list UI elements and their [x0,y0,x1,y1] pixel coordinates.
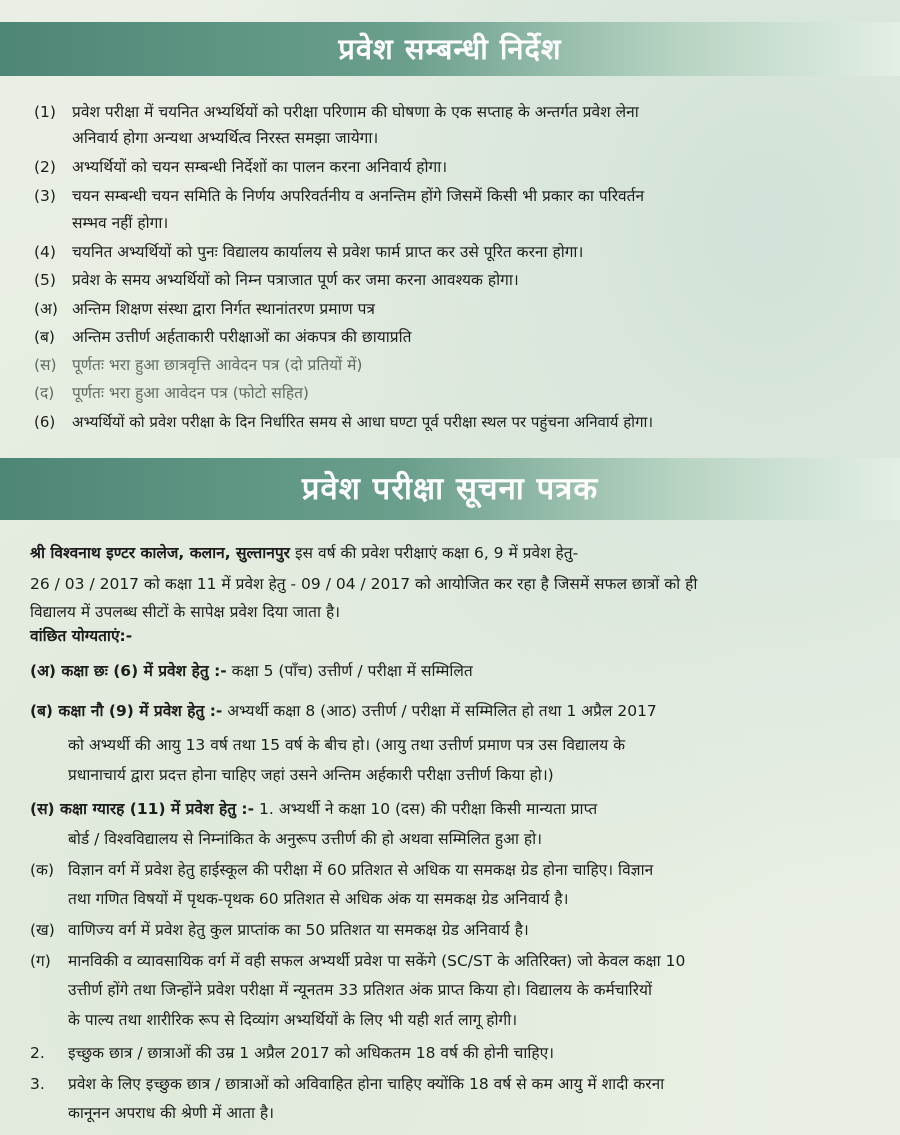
science-stream-criteria-line: तथा गणित विषयों में पृथक-पृथक 60 प्रतिशत से अधिक अंक या समकक्ष ग्रेड अनिवार्य है। [68,890,569,908]
class-9-criteria-line: प्रधानाचार्य द्वारा प्रदत्त होना चाहिए जहां उसने अन्तिम अर्हकारी परीक्षा उत्तीर्ण किया हो।) [68,766,554,784]
section-banner-admission-instructions [0,22,900,76]
section-title: प्रवेश सम्बन्धी निर्देश [338,32,562,66]
humanities-stream-criteria-line: उत्तीर्ण होंगे तथा जिन्होंने प्रवेश परीक्षा में न्यूनतम 33 प्रतिशत अंक प्राप्त किया हो। विद्यालय के कर्मचारियों [68,981,652,999]
class-11-criteria: (स) कक्षा ग्यारह (11) में प्रवेश हेतु :- 1. अभ्यर्थी ने कक्षा 10 (दस) की परीक्षा किसी मान्यता प्राप्त [30,800,598,818]
qualifications-heading: वांछित योग्यताएं:- [30,627,133,645]
school-name: श्री विश्वनाथ इण्टर कालेज, कलान, सुल्तानपुर [30,544,291,562]
intro-paragraph: श्री विश्वनाथ इण्टर कालेज, कलान, सुल्तानपुर इस वर्ष की प्रवेश परीक्षाएं कक्षा 6, 9 में प्रवेश हेतु- [30,544,579,562]
class-9-criteria-line: को अभ्यर्थी की आयु 13 वर्ष तथा 15 वर्ष के बीच हो। (आयु तथा उत्तीर्ण प्रमाण पत्र उस विद्यालय के [68,736,626,754]
humanities-stream-criteria-line: के पाल्य तथा शारीरिक रूप से दिव्यांग अभ्यर्थियों के लिए भी यही शर्त लागू होगी। [68,1011,518,1029]
section-banner-exam-notice [0,458,900,520]
class-9-criteria: (ब) कक्षा नौ (9) में प्रवेश हेतु :- अभ्यर्थी कक्षा 8 (आठ) उत्तीर्ण / परीक्षा में सम्मिलित हो तथा 1 अप्रैल 2017 [30,702,657,720]
class-11-criteria-line: बोर्ड / विश्वविद्यालय से निम्नांकित के अनुरूप उत्तीर्ण की हो अथवा सम्मिलित हुआ हो। [68,830,542,848]
intro-line: 26 / 03 / 2017 को कक्षा 11 में प्रवेश हेतु - 09 / 04 / 2017 को आयोजित कर रहा है जिसमें सफल छात्रों को ही [30,575,698,593]
marital-status-criteria-line: कानूनन अपराध की श्रेणी में आता है। [68,1104,274,1122]
class-6-criteria: (अ) कक्षा छः (6) में प्रवेश हेतु :- कक्षा 5 (पाँच) उत्तीर्ण / परीक्षा में सम्मिलित [30,662,473,680]
section-title: प्रवेश परीक्षा सूचना पत्रक [301,471,599,507]
intro-line: विद्यालय में उपलब्ध सीटों के सापेक्ष प्रवेश दिया जाता है। [30,603,341,621]
